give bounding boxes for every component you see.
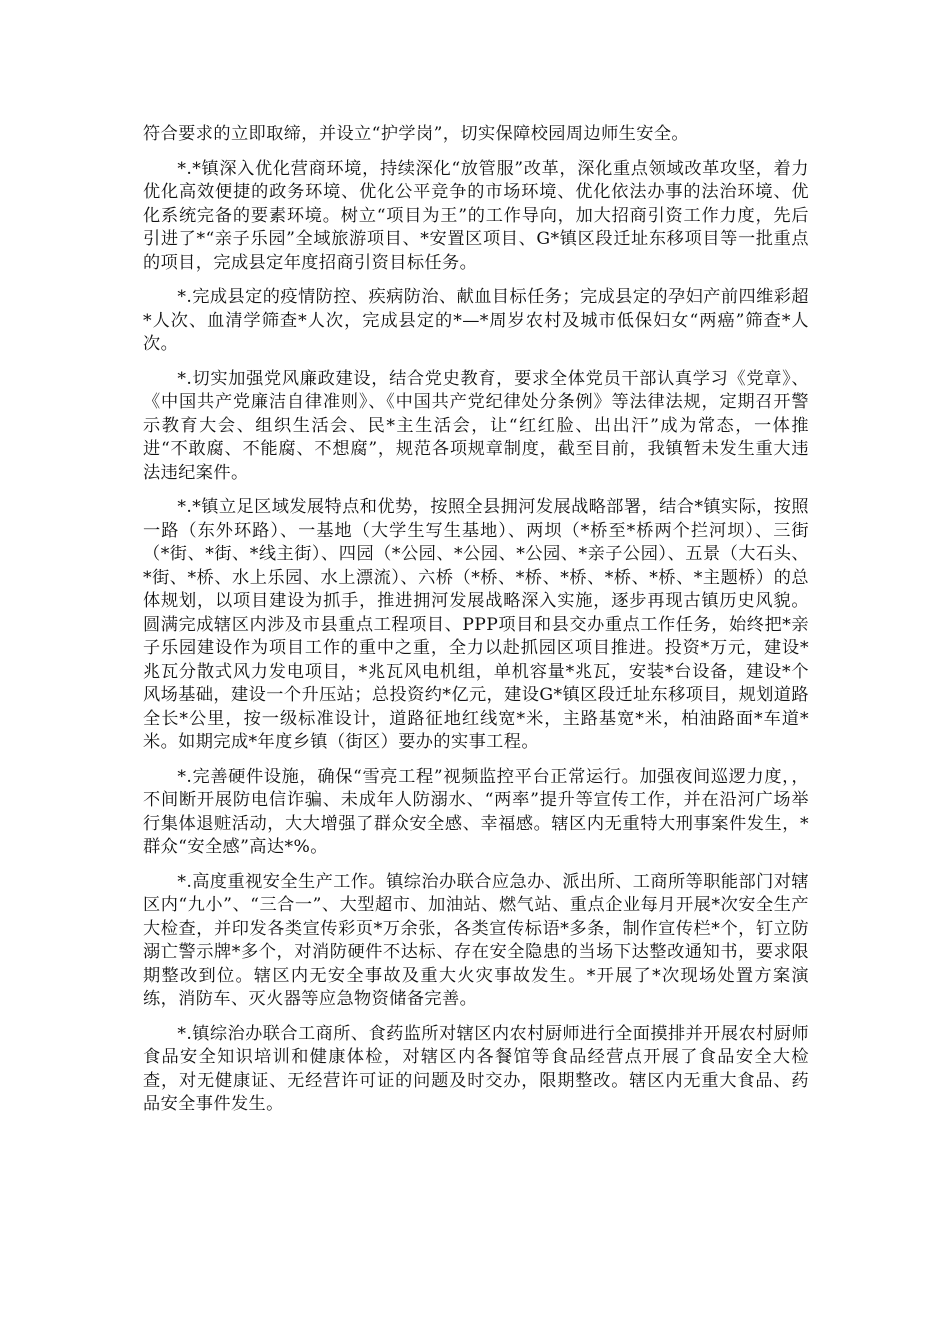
paragraph-school-safety: 符合要求的立即取缔，并设立“护学岗”，切实保障校园周边师生安全。 (143, 124, 690, 144)
paragraph-health-targets: *.完成县定的疫情防控、疾病防治、献血目标任务；完成县定的孕妇产前四维彩超*人次、血清学筛查*人次，完成县定的*—*周岁农村及城市低保妇女“两癌”筛查*人次。 (143, 287, 809, 354)
paragraph-food-safety: *.镇综治办联合工商所、食药监所对辖区内农村厨师进行全面摸排并开展农村厨师食品安全知识培训和健康体检，对辖区内各餐馆等食品经营点开展了食品安全大检查，对无健康证、无经营许可证的问题及时交办，限期整改。辖区内无重大食品、药品安全事件发生。 (143, 1023, 809, 1114)
paragraph-party-integrity: *.切实加强党风廉政建设，结合党史教育，要求全体党员干部认真学习《党章》、《中国共产党廉洁自律准则》、《中国共产党纪律处分条例》等法律法规，定期召开警示教育大会、组织生活会、民*主生活会，让“红红脸、出出汗”成为常态，一体推进“不敢腐、不能腐、不想腐”，规范各项规章制度，截至目前，我镇暂未发生重大违法违纪案件。 (143, 368, 809, 483)
paragraph-production-safety: *.高度重视安全生产工作。镇综治办联合应急办、派出所、工商所等职能部门对辖区内“九小”、“三合一”、大型超市、加油站、燃气站、重点企业每月开展*次安全生产大检查，并印发各类宣传彩页*万余张，各类宣传标语*多条，制作宣传栏*个，钉立防溺亡警示牌*多个，对消防硬件不达标、存在安全隐患的当场下达整改通知书，要求限期整改到位。辖区内无安全事故及重大火灾事故发生。*开展了*次现场处置方案演练，消防车、灭火器等应急物资储备完善。 (143, 871, 810, 1009)
paragraph-business-environment: *.*镇深入优化营商环境，持续深化“放管服”改革，深化重点领域改革攻坚，着力优化高效便捷的政务环境、优化公平竞争的市场环境、优化依法办事的法治环境、优化系统完备的要素环境。树立“项目为王”的工作导向，加大招商引资工作力度，先后引进了*“亲子乐园”全域旅游项目、*安置区项目、G*镇区段迁址东移项目等一批重点的项目，完成县定年度招商引资目标任务。 (143, 158, 809, 273)
document-page (143, 123, 809, 1128)
paragraph-river-development: *.*镇立足区域发展特点和优势，按照全县拥河发展战略部署，结合*镇实际，按照一路（东外环路）、一基地（大学生写生基地）、两坝（*桥至*桥两个拦河坝）、三街（*街、*街、*线主街）、四园（*公园、*公园、*公园、*亲子公园）、五景（大石头、*街、*桥、水上乐园、水上漂流）、六桥（*桥、*桥、*桥、*桥、*桥、*主题桥）的总体规划，以项目建设为抓手，推进拥河发展战略深入实施，逐步再现古镇历史风貌。圆满完成辖区内涉及市县重点工程项目、PPP项目和县交办重点工作任务，始终把*亲子乐园建设作为项目工作的重中之重，全力以赴抓园区项目推进。投资*万元，建设*兆瓦分散式风力发电项目，*兆瓦风电机组，单机容量*兆瓦，安装*台设备，建设*个风场基础，建设一个升压站；总投资约*亿元，建设G*镇区段迁址东移项目，规划道路全长*公里，按一级标准设计，道路征地红线宽*米，主路基宽*米，柏油路面*车道*米。如期完成*年度乡镇（街区）要办的实事工程。 (143, 497, 809, 752)
paragraph-public-security: *.完善硬件设施，确保“雪亮工程”视频监控平台正常运行。加强夜间巡逻力度，，不间断开展防电信诈骗、未成年人防溺水、“两率”提升等宣传工作，并在沿河广场举行集体退赃活动，大大增强了群众安全感、幸福感。辖区内无重特大刑事案件发生，*群众“安全感”高达*%。 (143, 766, 809, 857)
